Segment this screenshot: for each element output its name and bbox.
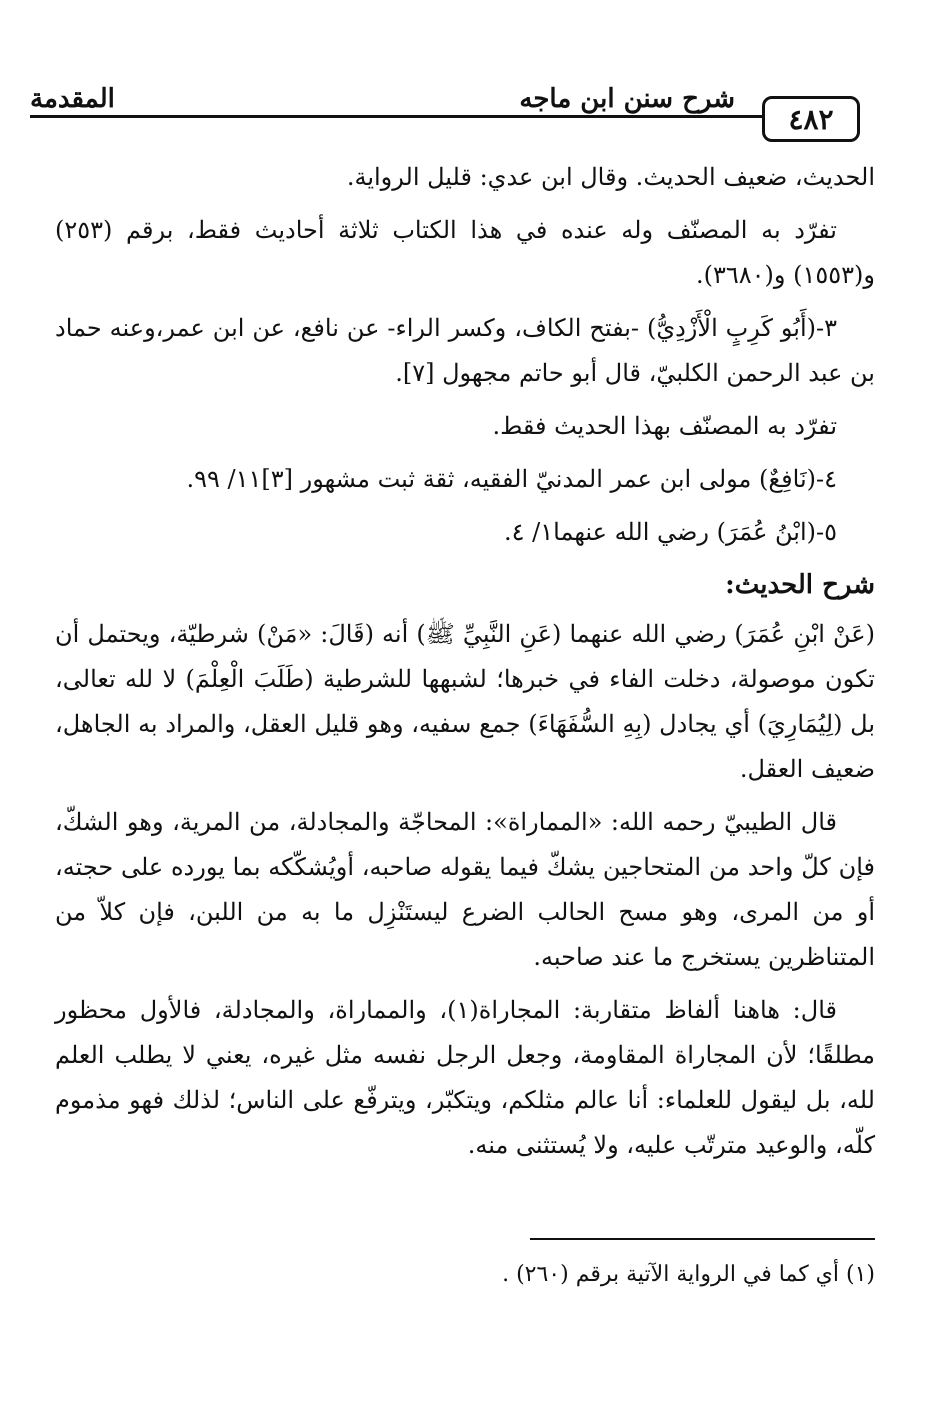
header-rule xyxy=(30,115,768,118)
paragraph-narrator-5: ٥-(ابْنُ عُمَرَ) رضي الله عنهما١/ ٤. xyxy=(503,518,837,546)
page-header xyxy=(30,70,860,136)
paragraph-narrator-4: ٤-(نَافِعٌ) مولى ابن عمر المدنيّ الفقيه، ثقة ثبت مشهور [٣]١١/ ٩٩. xyxy=(186,465,837,493)
page-number: ٤٨٢ xyxy=(762,96,860,142)
book-title: شرح سنن ابن ماجه xyxy=(519,84,735,114)
paragraph-tibi-quote: قال الطيبيّ رحمه الله: «المماراة»: المحاجّة والمجادلة، من المرية، وهو الشكّ، فإن كلّ واحد من المتحاجين يشكّ فيما يقوله صاحبه، أويُشكّكه بما يورده على حجته، أو من المرى، وهو مسح الحالب الضرع ليستَنْزِل ما به من اللبن، فإن كلاّ من المتناظرين يستخرج ما عند صاحبه. xyxy=(55,808,875,971)
paragraph-explanation: (عَنْ ابْنِ عُمَرَ) رضي الله عنهما (عَنِ النَّبِيِّ ﷺ) أنه (قَالَ: «مَنْ) شرطيّة، ويحتمل أن تكون موصولة، دخلت الفاء في خبرها؛ لشبهها للشرطية (طَلَبَ الْعِلْمَ) لا لله تعالى، بل (لِيُمَارِيَ) أي يجادل (بِهِ السُّفَهَاءَ) جمع سفيه، وهو قليل العقل، والمراد به الجاهل، ضعيف العقل. xyxy=(55,620,875,783)
main-text xyxy=(55,155,875,1176)
paragraph-narrator-3-note: تفرّد به المصنّف بهذا الحديث فقط. xyxy=(492,412,837,440)
paragraph-narrator-note: الحديث، ضعيف الحديث. وقال ابن عدي: قليل الرواية. xyxy=(346,163,875,191)
footnote: (١) أي كما في الرواية الآتية برقم (٢٦٠) . xyxy=(502,1262,875,1287)
section-heading: شرح الحديث: xyxy=(725,570,875,600)
footnote-rule xyxy=(530,1238,875,1240)
section-name: المقدمة xyxy=(30,84,115,114)
paragraph-narrator-count: تفرّد به المصنّف وله عنده في هذا الكتاب ثلاثة أحاديث فقط، برقم (٢٥٣) و(١٥٥٣) و(٣٦٨٠). xyxy=(55,216,875,289)
paragraph-narrator-3: ٣-(أَبُو كَرِبٍ الْأَزْدِيُّ) -بفتح الكاف، وكسر الراء- عن نافع، عن ابن عمر،وعنه حماد بن عبد الرحمن الكلبيّ، قال أبو حاتم مجهول [٧]. xyxy=(55,314,875,387)
paragraph-terms: قال: هاهنا ألفاظ متقاربة: المجاراة(١)، والمماراة، والمجادلة، فالأول محظور مطلقًا؛ لأن المجاراة المقاومة، وجعل الرجل نفسه مثل غيره، يعني لا يطلب العلم لله، بل ليقول للعلماء: أنا عالم مثلكم، ويتكبّر، ويترفّع على الناس؛ لذلك فهو مذموم كلّه، والوعيد مترتّب عليه، ولا يُستثنى منه. xyxy=(55,996,875,1159)
